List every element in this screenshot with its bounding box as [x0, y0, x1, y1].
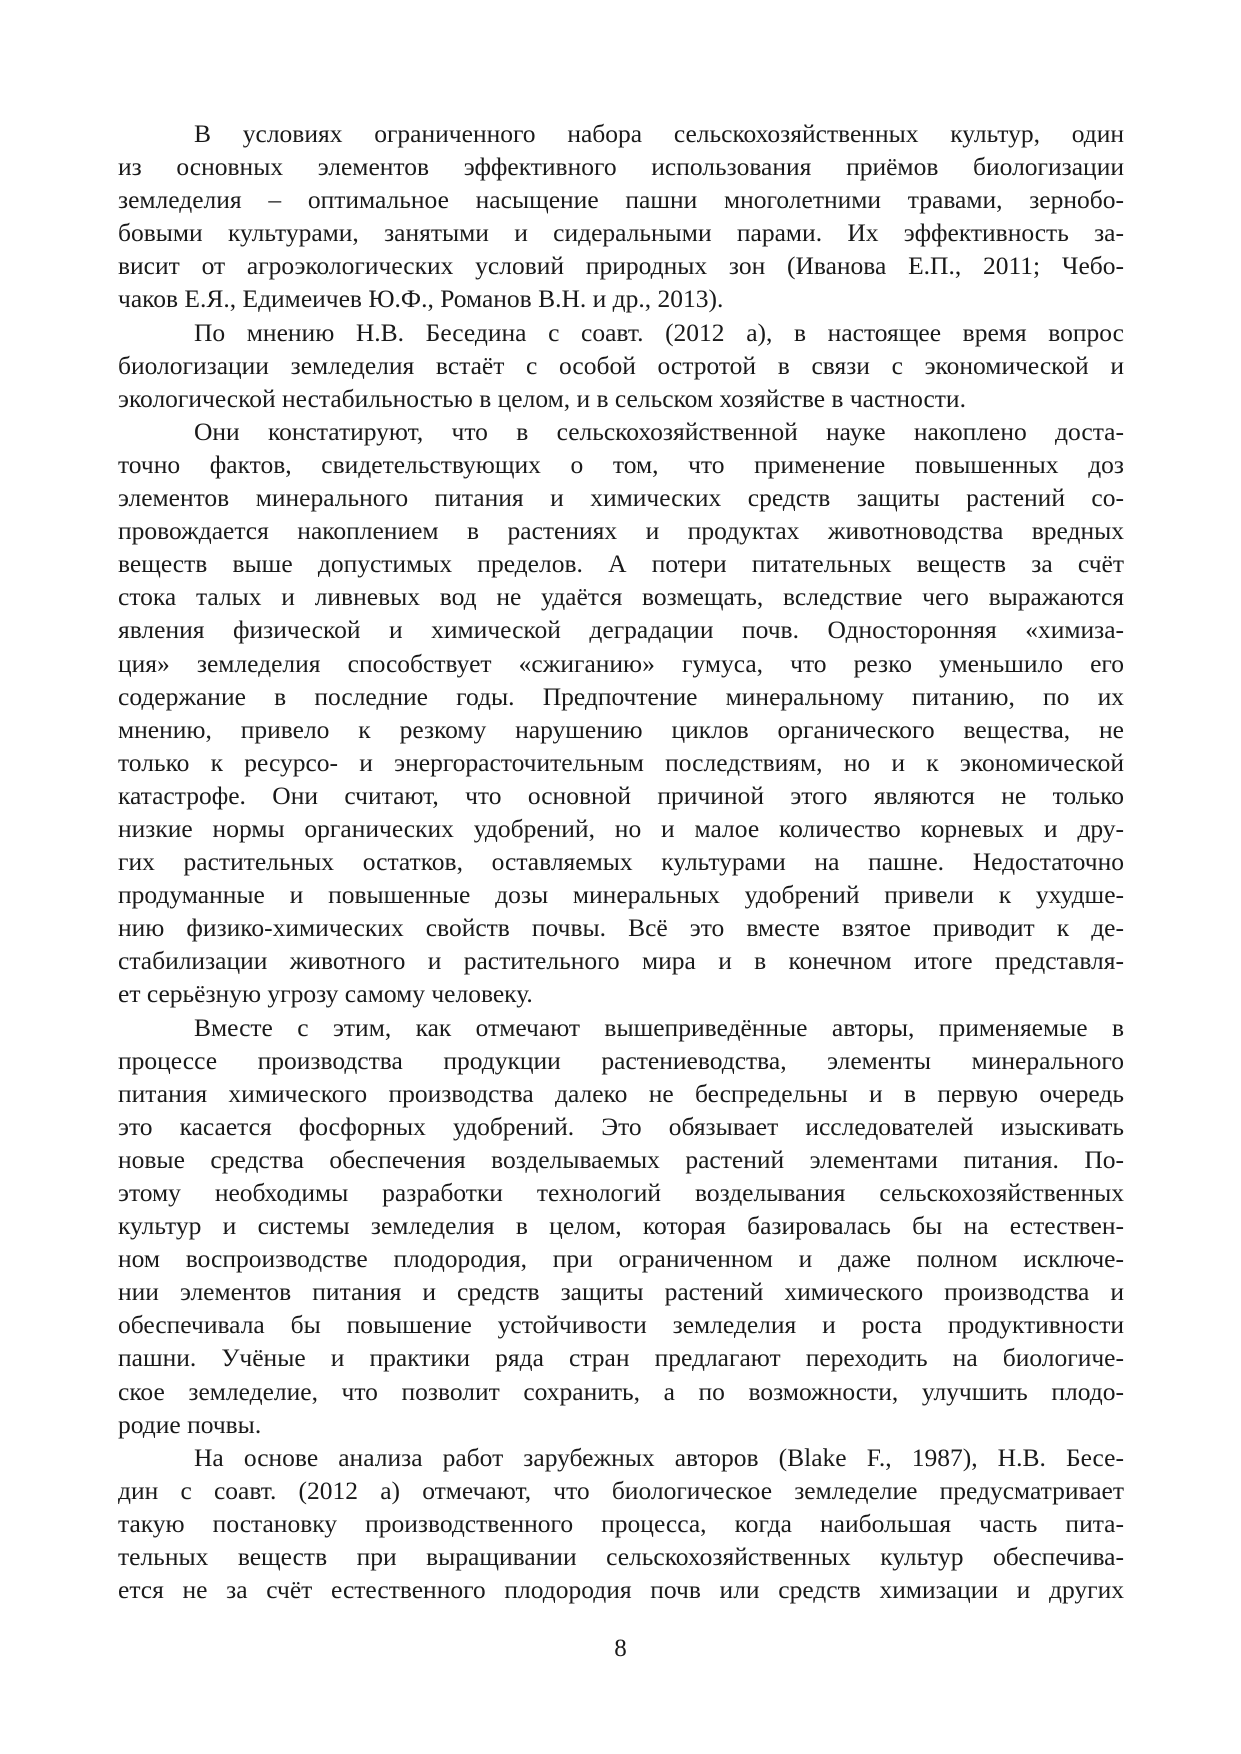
text-line: Вместе с этим, как отмечают вышеприведённые авторы, применяемые в: [194, 1012, 1124, 1042]
text-line: ция» земледелия способствует «сжиганию» гумуса, что резко уменьшило его: [118, 648, 1124, 678]
text-line: это касается фосфорных удобрений. Это обязывает исследователей изыскивать: [118, 1111, 1124, 1141]
text-line: По мнению Н.В. Беседина с соавт. (2012 а), в настоящее время вопрос: [194, 317, 1124, 347]
text-line: низкие нормы органических удобрений, но и малое количество корневых и дру-: [118, 813, 1124, 843]
page-number: 8: [614, 1635, 627, 1662]
text-line: веществ выше допустимых пределов. А потери питательных веществ за счёт: [118, 549, 1124, 579]
text-line: содержание в последние годы. Предпочтение минеральному питанию, по их: [118, 681, 1124, 711]
text-line: мнению, привело к резкому нарушению циклов органического вещества, не: [118, 714, 1124, 744]
text-line: стока талых и ливневых вод не удаётся возмещать, вследствие чего выражаются: [118, 582, 1124, 612]
text-line: тельных веществ при выращивании сельскохозяйственных культур обеспечива-: [118, 1542, 1124, 1572]
text-line: Они констатируют, что в сельскохозяйственной науке накоплено доста-: [194, 416, 1124, 446]
text-line: продуманные и повышенные дозы минеральных удобрений привели к ухудше-: [118, 880, 1124, 910]
text-line: только к ресурсо- и энергорасточительным последствиям, но и к экономической: [118, 747, 1124, 777]
text-line: родие почвы.: [118, 1409, 262, 1439]
text-line: обеспечивала бы повышение устойчивости земледелия и роста продуктивности: [118, 1310, 1124, 1340]
paragraph: [118, 316, 1124, 415]
text-line: такую постановку производственного процесса, когда наибольшая часть пита-: [118, 1508, 1124, 1538]
text-line: питания химического производства далеко не беспредельны и в первую очередь: [118, 1078, 1124, 1108]
text-line: В условиях ограниченного набора сельскохозяйственных культур, один: [194, 119, 1124, 148]
paragraph: [118, 415, 1124, 1011]
text-line: гих растительных остатков, оставляемых культурами на пашне. Недостаточно: [118, 847, 1124, 877]
text-line: земледелия – оптимальное насыщение пашни многолетними травами, зернобо-: [118, 185, 1124, 215]
paragraph: [118, 1441, 1124, 1606]
text-line: ское земледелие, что позволит сохранить, а по возможности, улучшить плодо-: [118, 1376, 1124, 1406]
text-line: пашни. Учёные и практики ряда стран предлагают переходить на биологиче-: [118, 1343, 1124, 1373]
text-line: стабилизации животного и растительного мира и в конечном итоге представля-: [118, 946, 1124, 976]
text-line: биологизации земледелия встаёт с особой остротой в связи с экономической и: [118, 350, 1124, 380]
text-line: бовыми культурами, занятыми и сидеральными парами. Их эффективность за-: [118, 218, 1124, 248]
text-line: из основных элементов эффективного использования приёмов биологизации: [118, 152, 1124, 182]
text-line: новые средства обеспечения возделываемых растений элементами питания. По-: [118, 1144, 1124, 1174]
text-line: нию физико-химических свойств почвы. Всё это вместе взятое приводит к де-: [118, 913, 1124, 943]
text-line: ется не за счёт естественного плодородия почв или средств химизации и других: [118, 1575, 1124, 1605]
text-line: элементов минерального питания и химических средств защиты растений со-: [118, 483, 1124, 513]
body-text: [118, 117, 1124, 1606]
text-line: дин с соавт. (2012 а) отмечают, что биологическое земледелие предусматривает: [118, 1475, 1124, 1505]
text-line: точно фактов, свидетельствующих о том, что применение повышенных доз: [118, 449, 1124, 479]
text-line: висит от агроэкологических условий природных зон (Иванова Е.П., 2011; Чебо-: [118, 251, 1124, 281]
text-line: этому необходимы разработки технологий возделывания сельскохозяйственных: [118, 1178, 1124, 1207]
text-line: культур и системы земледелия в целом, которая базировалась бы на естествен-: [118, 1211, 1124, 1241]
text-line: экологической нестабильностью в целом, и в сельском хозяйстве в частности.: [118, 383, 966, 413]
paragraph: [118, 117, 1124, 316]
text-line: чаков Е.Я., Едимеичев Ю.Ф., Романов В.Н. и др., 2013).: [118, 284, 724, 314]
paragraph: [118, 1011, 1124, 1441]
text-line: провождается накоплением в растениях и продуктах животноводства вредных: [118, 516, 1124, 546]
text-line: ет серьёзную угрозу самому человеку.: [118, 979, 533, 1009]
text-line: ном воспроизводстве плодородия, при ограниченном и даже полном исключе-: [118, 1244, 1124, 1274]
text-line: На основе анализа работ зарубежных авторов (Blake F., 1987), Н.В. Бесе-: [194, 1442, 1124, 1472]
text-line: катастрофе. Они считают, что основной причиной этого являются не только: [118, 780, 1124, 810]
text-line: явления физической и химической деградации почв. Односторонняя «химиза-: [118, 615, 1124, 645]
text-line: процессе производства продукции растениеводства, элементы минерального: [118, 1045, 1124, 1075]
text-line: нии элементов питания и средств защиты растений химического производства и: [118, 1277, 1124, 1307]
